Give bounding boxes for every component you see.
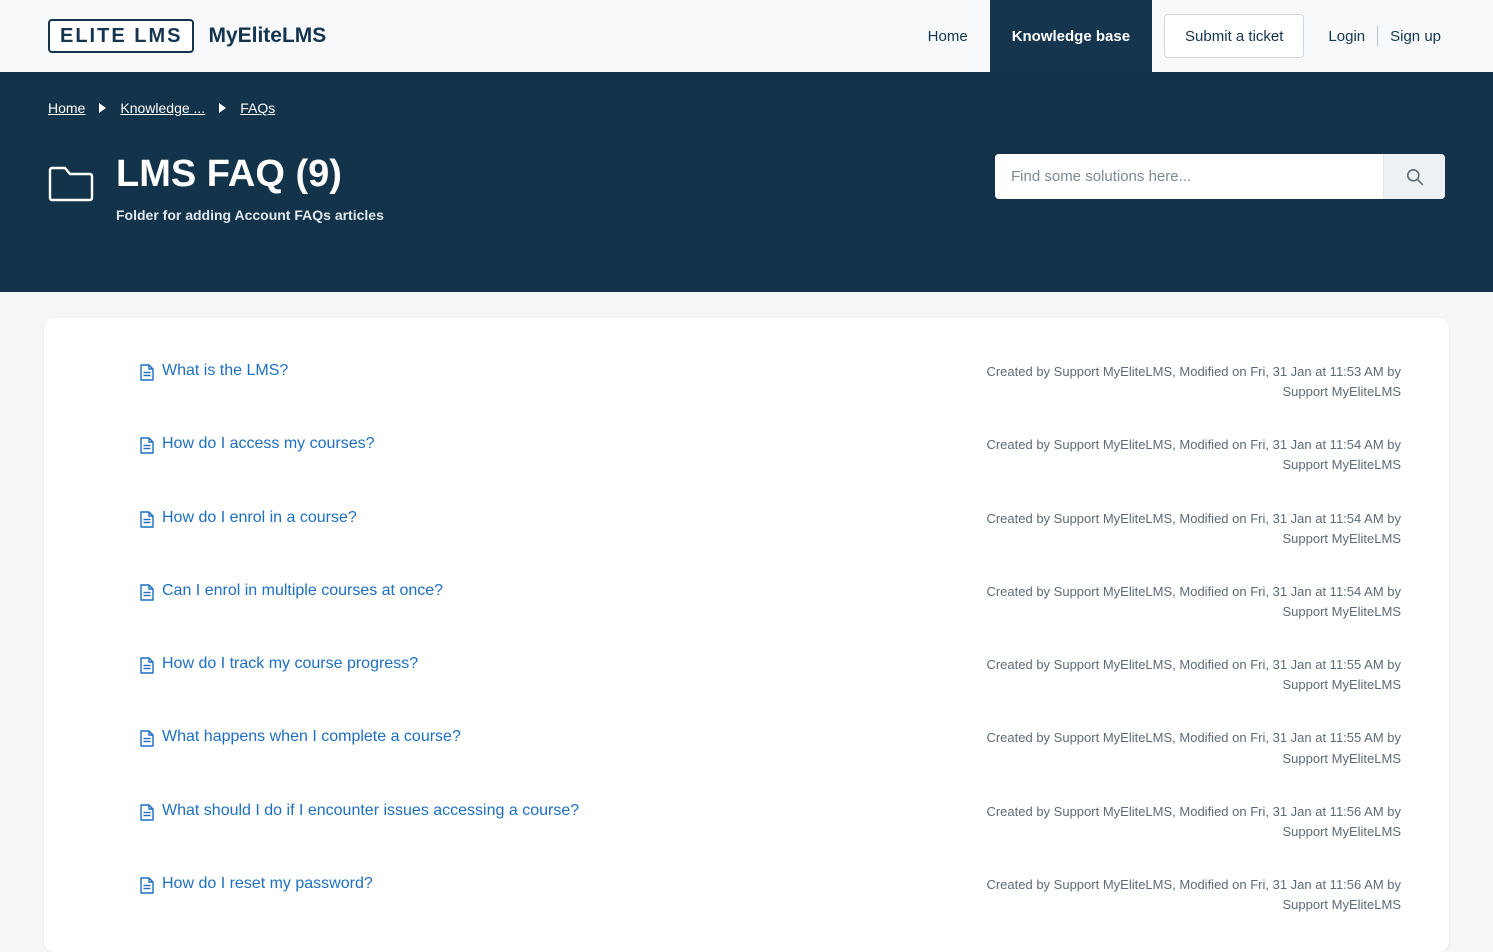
- article-meta: Created by Support MyEliteLMS, Modified on Fri, 31 Jan at 11:56 AM by Support MyEliteLMS: [986, 876, 1401, 913]
- breadcrumb-item-home[interactable]: Home: [48, 100, 86, 116]
- article-list-card: [44, 318, 1449, 952]
- nav-submit-ticket[interactable]: Submit a ticket: [1164, 14, 1304, 58]
- brand-name: MyEliteLMS: [208, 24, 327, 47]
- search-icon: [1405, 167, 1424, 186]
- article-link[interactable]: Can I enrol in multiple courses at once?: [162, 581, 444, 599]
- list-item[interactable]: [92, 566, 1401, 639]
- article-link[interactable]: How do I track my course progress?: [162, 655, 419, 673]
- breadcrumb-item-knowledge-base[interactable]: Knowledge ...: [120, 100, 206, 116]
- list-item[interactable]: [92, 786, 1401, 859]
- logo-text: ELITE LMS: [60, 25, 183, 47]
- nav-knowledge-base[interactable]: Knowledge base: [990, 0, 1152, 72]
- article-meta: Created by Support MyEliteLMS, Modified on Fri, 31 Jan at 11:53 AM by Support MyEliteLMS: [986, 364, 1401, 400]
- top-navigation-bar: [0, 0, 1493, 72]
- search-button[interactable]: [1383, 154, 1445, 199]
- document-icon: [140, 804, 154, 826]
- document-icon: [140, 584, 154, 606]
- breadcrumb-arrow-icon: [99, 103, 106, 113]
- list-item[interactable]: [92, 493, 1401, 566]
- signup-link[interactable]: Sign up: [1390, 27, 1441, 45]
- brand-logo[interactable]: [0, 0, 326, 72]
- article-link[interactable]: How do I enrol in a course?: [162, 508, 357, 526]
- article-link[interactable]: How do I access my courses?: [162, 435, 375, 453]
- article-meta: Created by Support MyEliteLMS, Modified on Fri, 31 Jan at 11:54 AM by Support MyEliteLMS: [986, 510, 1401, 546]
- document-icon: [140, 657, 154, 679]
- list-item[interactable]: [92, 346, 1401, 419]
- document-icon: [140, 364, 154, 386]
- article-link[interactable]: What should I do if I encounter issues accessing a course?: [162, 801, 580, 819]
- list-item[interactable]: [92, 859, 1401, 932]
- article-link[interactable]: How do I reset my password?: [162, 874, 373, 892]
- list-item[interactable]: [92, 712, 1401, 785]
- list-item[interactable]: [92, 639, 1401, 712]
- login-link[interactable]: Login: [1328, 27, 1366, 45]
- breadcrumb: [48, 72, 1445, 116]
- primary-nav: [906, 0, 1493, 72]
- folder-description: Folder for adding Account FAQs articles: [116, 206, 384, 223]
- article-meta: Created by Support MyEliteLMS, Modified on Fri, 31 Jan at 11:55 AM by Support MyEliteLMS: [986, 730, 1401, 766]
- list-item[interactable]: [92, 419, 1401, 492]
- nav-home[interactable]: Home: [927, 27, 968, 45]
- article-meta: Created by Support MyEliteLMS, Modified on Fri, 31 Jan at 11:54 AM by Support MyEliteLMS: [986, 583, 1401, 619]
- folder-hero: [0, 72, 1493, 292]
- document-icon: [140, 877, 154, 899]
- search-input[interactable]: [995, 154, 1383, 199]
- article-link[interactable]: What happens when I complete a course?: [162, 728, 461, 746]
- elite-lms-logo: [48, 19, 194, 53]
- document-icon: [140, 730, 154, 752]
- document-icon: [140, 437, 154, 459]
- document-icon: [140, 511, 154, 533]
- content-area: [0, 292, 1493, 952]
- breadcrumb-item-faqs[interactable]: FAQs: [240, 100, 276, 116]
- article-link[interactable]: What is the LMS?: [162, 362, 289, 379]
- breadcrumb-arrow-icon: [219, 103, 226, 113]
- article-meta: Created by Support MyEliteLMS, Modified on Fri, 31 Jan at 11:55 AM by Support MyEliteLMS: [986, 657, 1401, 693]
- auth-links: [1316, 0, 1453, 72]
- folder-icon: [48, 164, 94, 207]
- search-bar[interactable]: [995, 154, 1445, 199]
- article-meta: Created by Support MyEliteLMS, Modified on Fri, 31 Jan at 11:54 AM by Support MyEliteLMS: [986, 437, 1401, 473]
- article-meta: Created by Support MyEliteLMS, Modified on Fri, 31 Jan at 11:56 AM by Support MyEliteLMS: [986, 803, 1401, 839]
- page-title: LMS FAQ (9): [116, 153, 342, 195]
